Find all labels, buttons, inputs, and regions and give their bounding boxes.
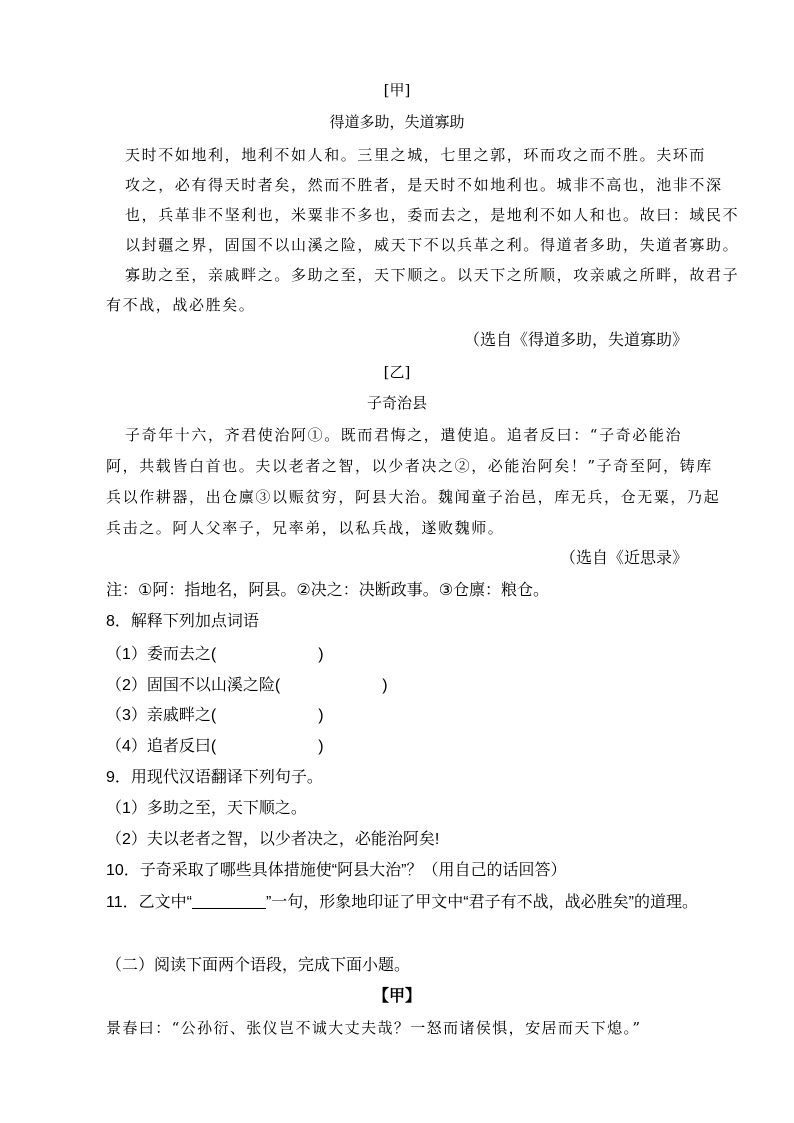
passage2-line: 阿，共载皆白首也。夫以老者之智，以少者决之②，必能治阿矣！”子奇至阿，铸库: [106, 457, 713, 475]
question-9-item: （1）多助之至，天下顺之。: [106, 800, 307, 817]
passage2-line: 子奇年十六，齐君使治阿①。既而君悔之，遣使追。追者反曰：“子奇必能治: [125, 426, 683, 444]
fill-in-blank[interactable]: [192, 892, 266, 909]
passage1-title: 得道多助，失道寡助: [329, 113, 465, 131]
question-8-item: [106, 737, 324, 757]
question-10: 10．子奇采取了哪些具体措施使“阿县大治”？（用自己的话回答）: [106, 862, 567, 879]
item-close: ): [318, 707, 324, 724]
passage1-source: （选自《得道多助，失道寡助》: [463, 332, 688, 349]
passage2-line: 兵以作耕器，出仓廪③以赈贫穷，阿县大治。魏闻童子治邑，库无兵，仓无粟，乃起: [106, 488, 721, 506]
section-2-first-line: 景春曰：“公孙衍、张仪岂不诚大丈夫哉？一怒而诸侯惧，安居而天下熄。”: [106, 1019, 642, 1037]
passage2-line: 兵击之。阿人父率子，兄率弟，以私兵战，遂败魏师。: [106, 519, 505, 537]
item-label: （1）委而去之(: [106, 646, 217, 663]
question-8-item: [106, 676, 388, 696]
item-close: ): [318, 646, 324, 663]
passage2-source: （选自《近思录》: [559, 550, 688, 567]
passage2-title: 子奇治县: [366, 394, 427, 412]
question-9-item: （2）夫以老者之智，以少者决之，必能治阿矣!: [106, 831, 440, 848]
item-label: （3）亲戚畔之(: [106, 707, 217, 724]
question-8-item: [106, 706, 324, 726]
question-11: [106, 892, 698, 913]
passage2-label: [乙]: [383, 363, 411, 381]
passage1-line: 也，兵革非不坚利也，米粟非不多也，委而去之，是地利不如人和也。故曰：域民不: [125, 206, 740, 224]
passage1-label: [甲]: [383, 81, 411, 99]
passage1-line: 攻之，必有得天时者矣，然而不胜者，是天时不如地利也。城非不高也，池非不深: [125, 176, 723, 194]
passage1-line: 以封疆之界，固国不以山溪之险，威天下不以兵革之利。得道者多助，失道者寡助。: [125, 236, 740, 254]
question-11-prefix: 11．乙文中“: [106, 894, 192, 911]
item-label: （4）追者反曰(: [106, 738, 217, 755]
section-2-intro: （二）阅读下面两个语段，完成下面小题。: [106, 957, 411, 974]
annotation-note: 注：①阿：指地名，阿县。②决之：决断政事。③仓廪：粮仓。: [106, 582, 550, 599]
passage1-line: 天时不如地利，地利不如人和。三里之城，七里之郭，环而攻之而不胜。夫环而: [125, 146, 707, 164]
question-8-stem: 8．解释下列加点词语: [106, 613, 259, 630]
question-11-suffix: ”一句，形象地印证了甲文中“君子有不战，战必胜矣”的道理。: [265, 894, 698, 911]
passage1-line: 有不战，战必胜矣。: [106, 296, 256, 314]
passage1-line: 寡助之至，亲戚畔之。多助之至，天下顺之。以天下之所顺，攻亲戚之所畔，故君子: [125, 266, 740, 284]
section-2-label: 【甲】: [372, 988, 421, 1005]
question-8-item: [106, 645, 324, 665]
item-label: （2）固国不以山溪之险(: [106, 677, 281, 694]
item-close: ): [318, 738, 324, 755]
item-close: ): [382, 677, 388, 694]
question-9-stem: 9．用现代汉语翻译下列句子。: [106, 769, 323, 786]
